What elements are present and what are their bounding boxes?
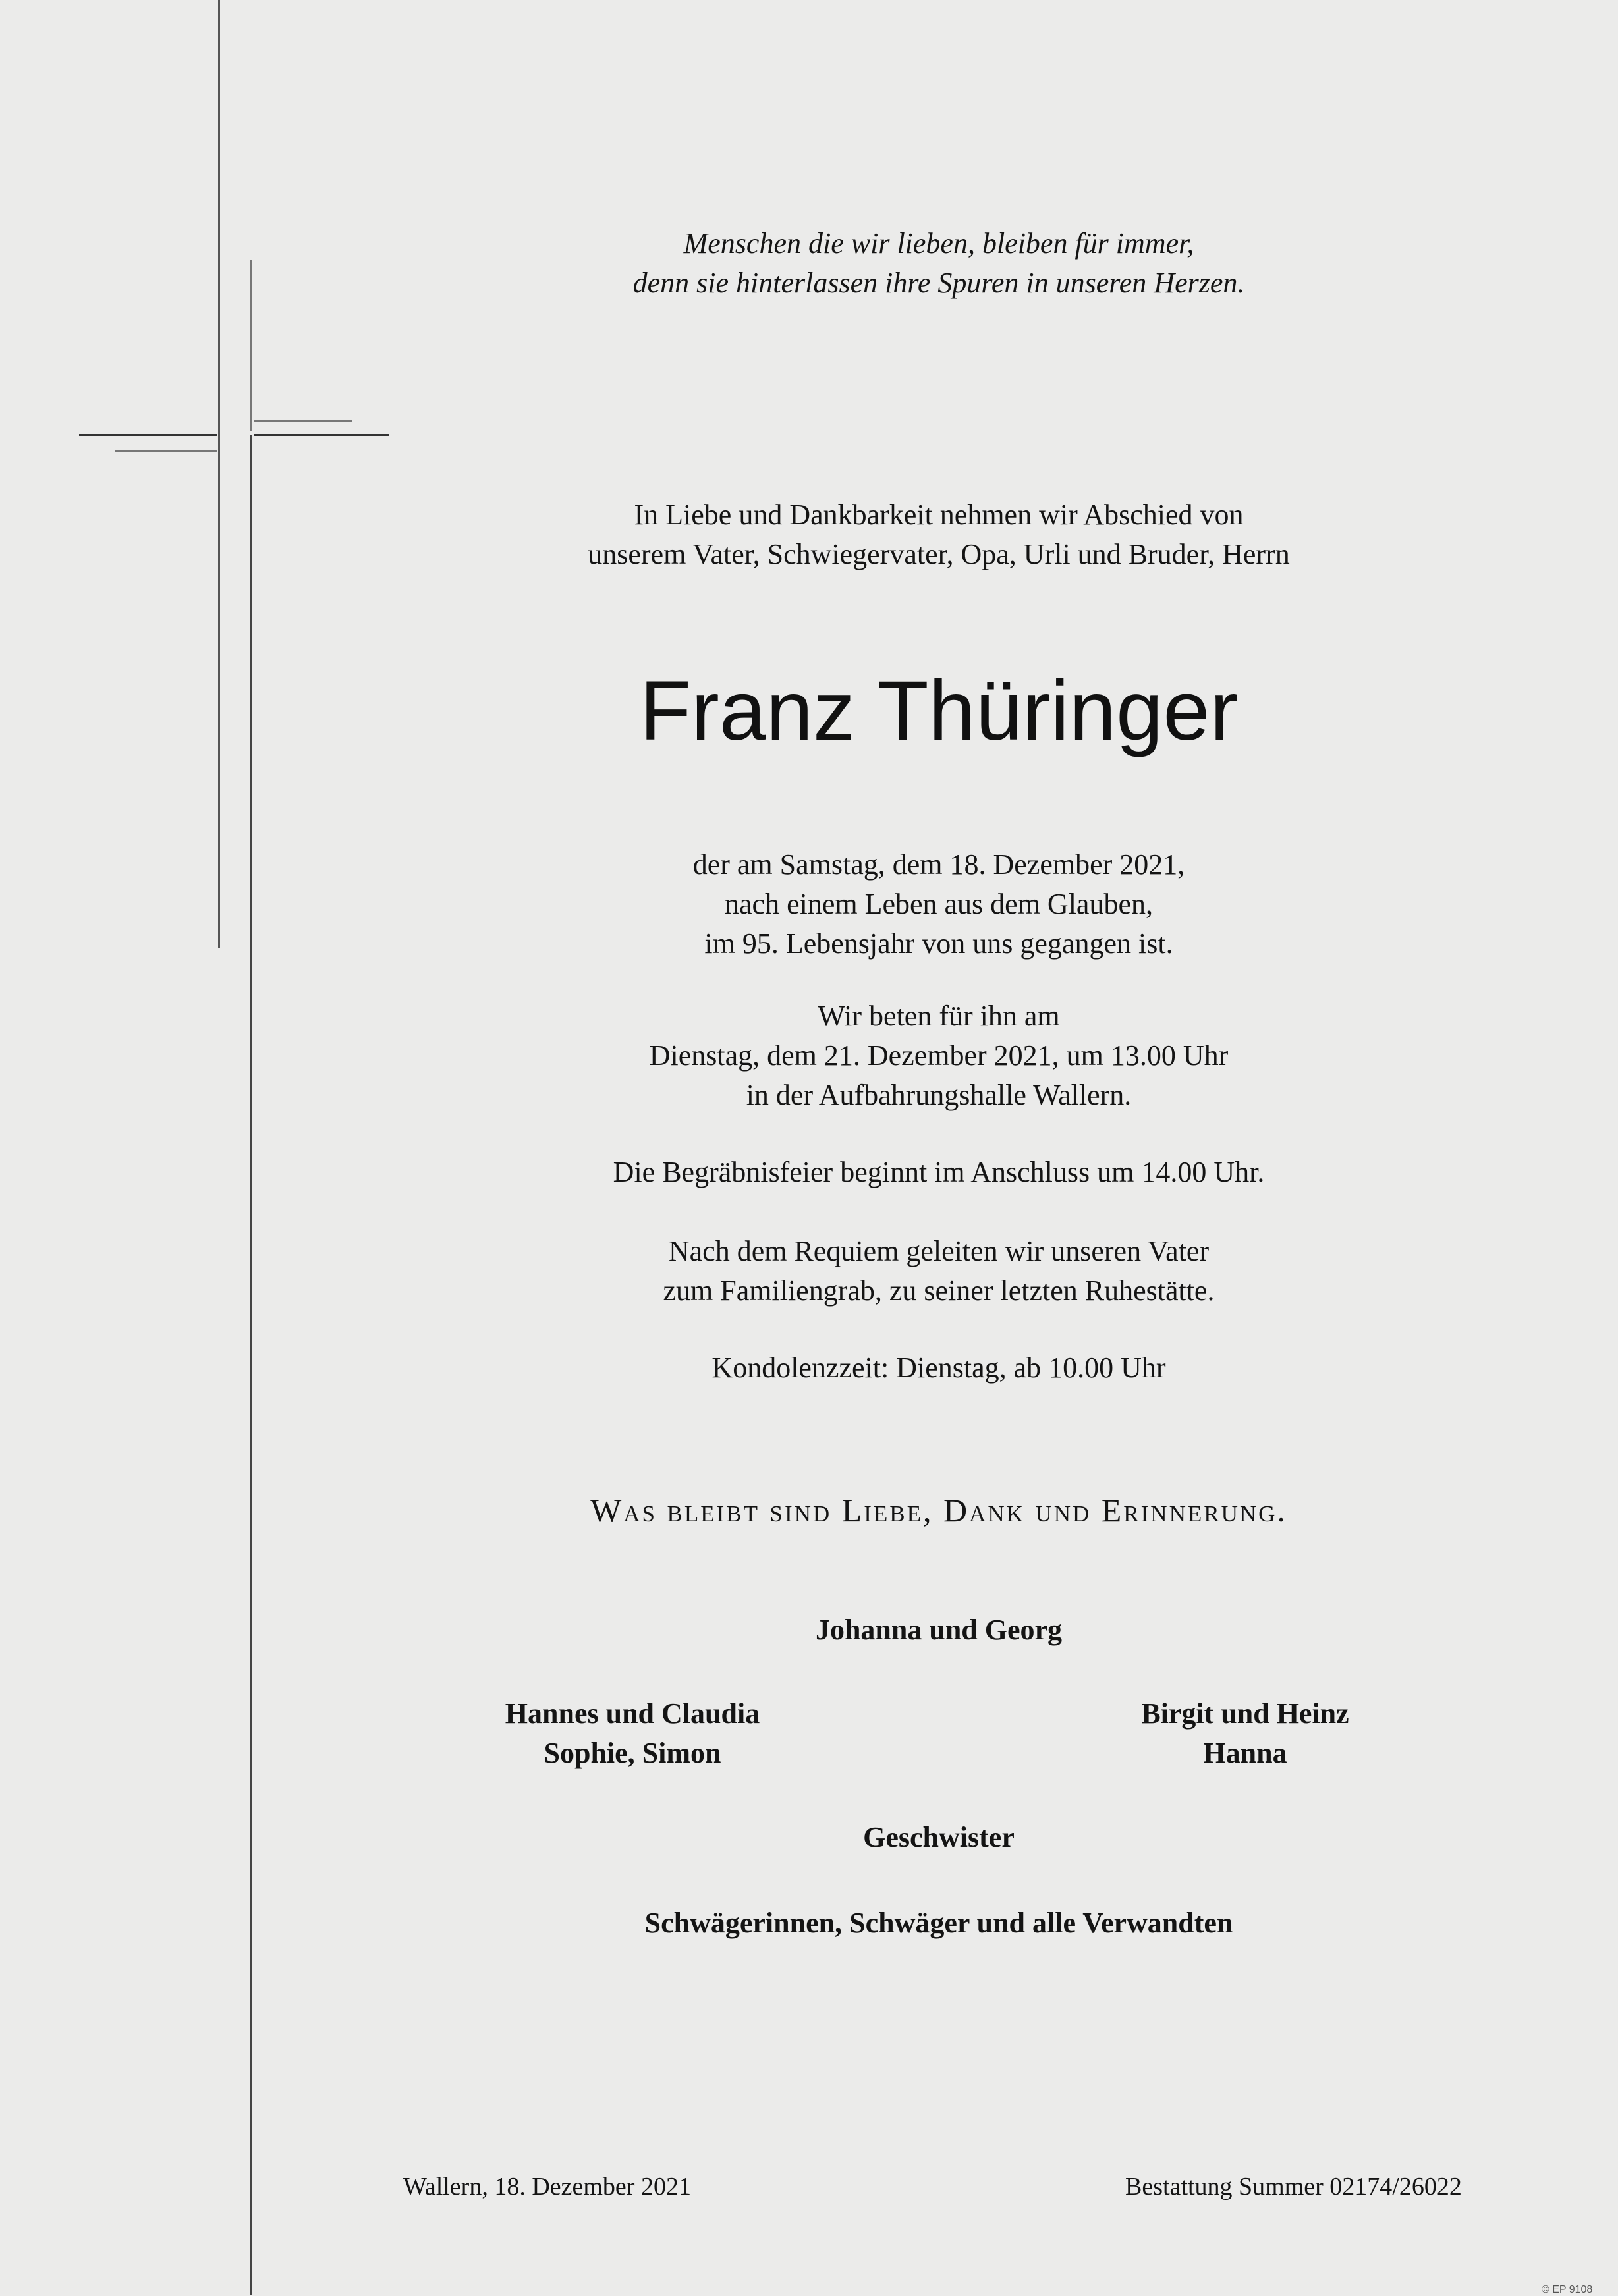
motto [461,224,1416,303]
mourner-hannes [435,1694,830,1773]
death-notice [461,845,1416,964]
cross-horizontal-line-left [79,434,217,436]
mourner-line: Schwägerinnen, Schwäger und alle Verwandten [644,1907,1233,1939]
cross-vertical-line-outer [218,0,220,948]
mourner-johanna [659,1610,1219,1650]
mourner-line: Birgit und Heinz [1141,1697,1349,1730]
funeral-line: Die Begräbnisfeier beginnt im Anschluss um 14.00 Uhr. [613,1156,1265,1188]
mourner-birgit [1047,1694,1443,1773]
copyright-mark: © EP 9108 [1542,2284,1593,2295]
cross-vertical-line-lower [250,435,252,2295]
burial-info [461,1232,1416,1311]
mourner-line: Hanna [1203,1737,1287,1769]
condolence-line: Kondolenzzeit: Dienstag, ab 10.00 Uhr [711,1352,1166,1384]
burial-line: Nach dem Requiem geleiten wir unseren Vater [668,1235,1210,1267]
death-notice-line: im 95. Lebensjahr von uns gegangen ist. [704,927,1173,960]
cross-horizontal-line-left-inner [115,450,217,452]
motto-line: denn sie hinterlassen ihre Spuren in unseren Herzen. [632,267,1245,299]
footer-undertaker: Bestattung Summer 02174/26022 [1125,2173,1462,2200]
intro-text [461,495,1416,574]
deceased-name: Franz Thüringer [639,664,1239,758]
condolence-info [461,1348,1416,1388]
intro-line: In Liebe und Dankbarkeit nehmen wir Abschied von [634,499,1244,531]
cross-vertical-line-upper [250,260,252,431]
closing-motto: Was bleibt sind Liebe, Dank und Erinnerung. [590,1492,1287,1529]
motto-line: Menschen die wir lieben, bleiben für immer, [683,227,1194,260]
cross-horizontal-line-right-inner [254,420,352,422]
prayer-line: Wir beten für ihn am [818,1000,1060,1032]
prayer-line: Dienstag, dem 21. Dezember 2021, um 13.00 Uhr [649,1039,1229,1072]
footer-place-date: Wallern, 18. Dezember 2021 [403,2173,691,2200]
prayer-line: in der Aufbahrungshalle Wallern. [746,1079,1132,1111]
mourner-line: Johanna und Georg [815,1614,1063,1646]
funeral-info [461,1153,1416,1192]
mourner-line: Geschwister [863,1821,1015,1853]
burial-line: zum Familiengrab, zu seiner letzten Ruhestätte. [663,1274,1215,1307]
death-notice-line: der am Samstag, dem 18. Dezember 2021, [692,848,1185,881]
mourner-relatives [461,1903,1416,1943]
mourner-siblings [659,1818,1219,1857]
mourner-line: Hannes und Claudia [505,1697,760,1730]
death-notice-line: nach einem Leben aus dem Glauben, [725,888,1153,920]
cross-horizontal-line-right [254,434,389,436]
mourner-line: Sophie, Simon [544,1737,721,1769]
intro-line: unserem Vater, Schwiegervater, Opa, Urli und Bruder, Herrn [588,538,1290,570]
prayer-info [461,997,1416,1115]
